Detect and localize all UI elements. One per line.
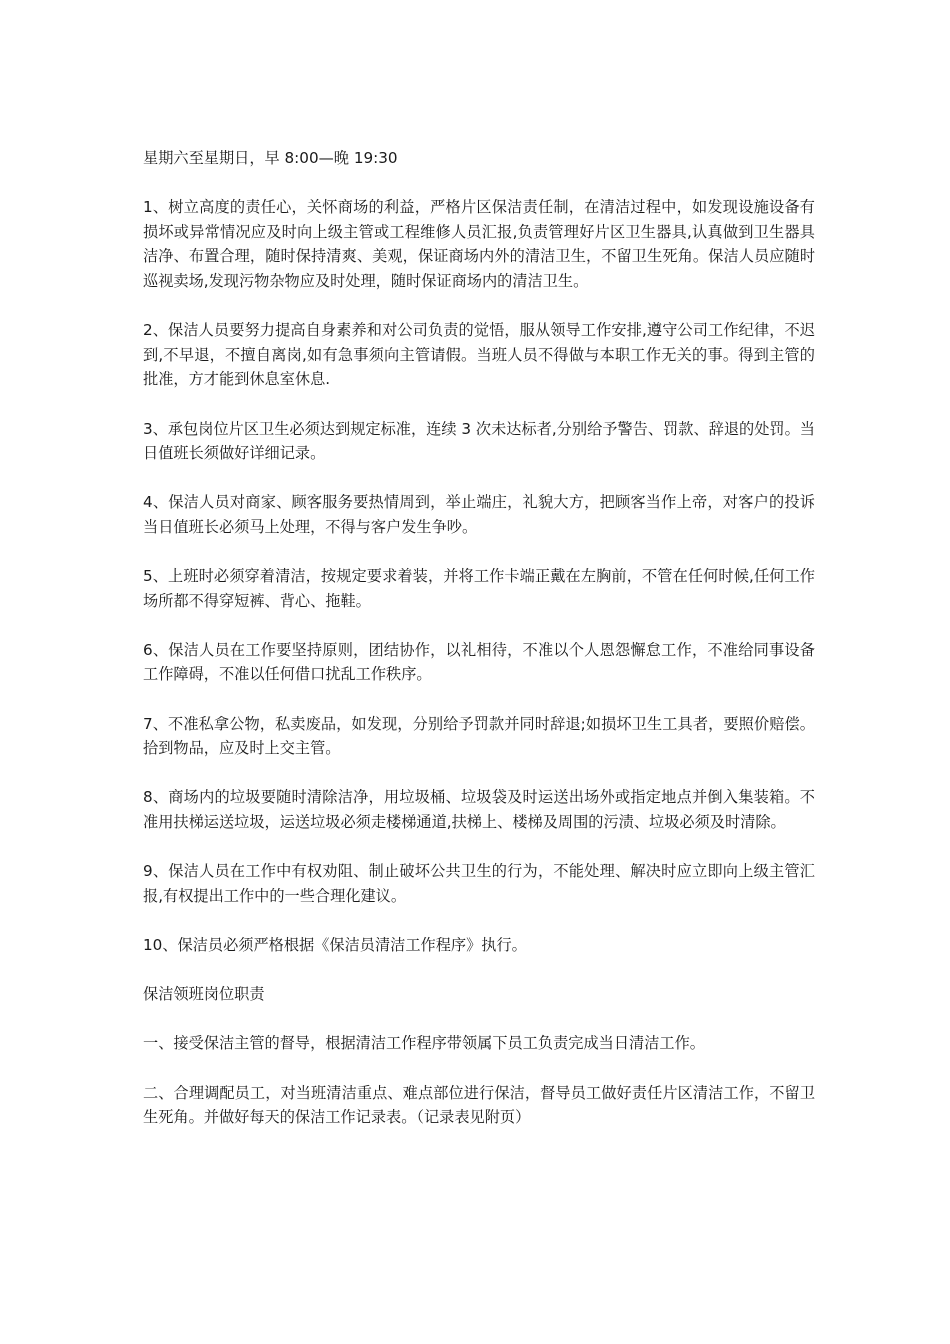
rule-3: 3、承包岗位片区卫生必须达到规定标准，连续 3 次未达标者,分别给予警告、罚款、辞退的处罚。当日值班长须做好详细记录。 [143,419,815,463]
rule-1: 1、树立高度的责任心，关怀商场的利益，严格片区保洁责任制，在清洁过程中，如发现设施设备有损坏或异常情况应及时向上级主管或工程维修人员汇报,负责管理好片区卫生器具,认真做到卫生器具洁净、布置合理，随时保持清爽、美观，保证商场内外的清洁卫生，不留卫生死角。保洁人员应随时巡视卖场,发现污物杂物应及时处理，随时保证商场内的清洁卫生。 [143,198,815,290]
schedule-line: 星期六至星期日，早 8:00—晚 19:30 [143,149,398,167]
section-heading: 保洁领班岗位职责 [143,985,265,1004]
rule-2: 2、保洁人员要努力提高自身素养和对公司负责的觉悟，服从领导工作安排,遵守公司工作纪律，不迟到,不早退，不擅自离岗,如有急事须向主管请假。当班人员不得做与本职工作无关的事。得到主管的批准，方才能到休息室休息. [143,321,815,389]
duty-1: 一、接受保洁主管的督导，根据清洁工作程序带领属下员工负责完成当日清洁工作。 [143,1034,705,1053]
duty-2: 二、合理调配员工，对当班清洁重点、难点部位进行保洁，督导员工做好责任片区清洁工作，不留卫生死角。并做好每天的保洁工作记录表。（记录表见附页） [143,1083,815,1127]
document-body [143,146,815,1130]
rule-4: 4、保洁人员对商家、顾客服务要热情周到，举止端庄，礼貌大方，把顾客当作上帝，对客户的投诉当日值班长必须马上处理，不得与客户发生争吵。 [143,493,815,536]
rule-7: 7、不准私拿公物，私卖废品，如发现，分别给予罚款并同时辞退;如损坏卫生工具者，要照价赔偿。拾到物品，应及时上交主管。 [143,714,815,758]
rule-6: 6、保洁人员在工作要坚持原则，团结协作，以礼相待，不准以个人恩怨懈怠工作，不准给同事设备工作障碍，不准以任何借口扰乱工作秩序。 [143,640,815,684]
rule-5: 5、上班时必须穿着清洁，按规定要求着装，并将工作卡端正戴在左胸前，不管在任何时候,任何工作场所都不得穿短裤、背心、拖鞋。 [143,567,815,610]
rule-8: 8、商场内的垃圾要随时清除洁净，用垃圾桶、垃圾袋及时运送出场外或指定地点并倒入集装箱。不准用扶梯运送垃圾，运送垃圾必须走楼梯通道,扶梯上、楼梯及周围的污渍、垃圾必须及时清除。 [143,788,815,832]
rule-9: 9、保洁人员在工作中有权劝阻、制止破坏公共卫生的行为，不能处理、解决时应立即向上级主管汇报,有权提出工作中的一些合理化建议。 [143,862,815,905]
rule-10: 10、保洁员必须严格根据《保洁员清洁工作程序》执行。 [143,936,527,954]
